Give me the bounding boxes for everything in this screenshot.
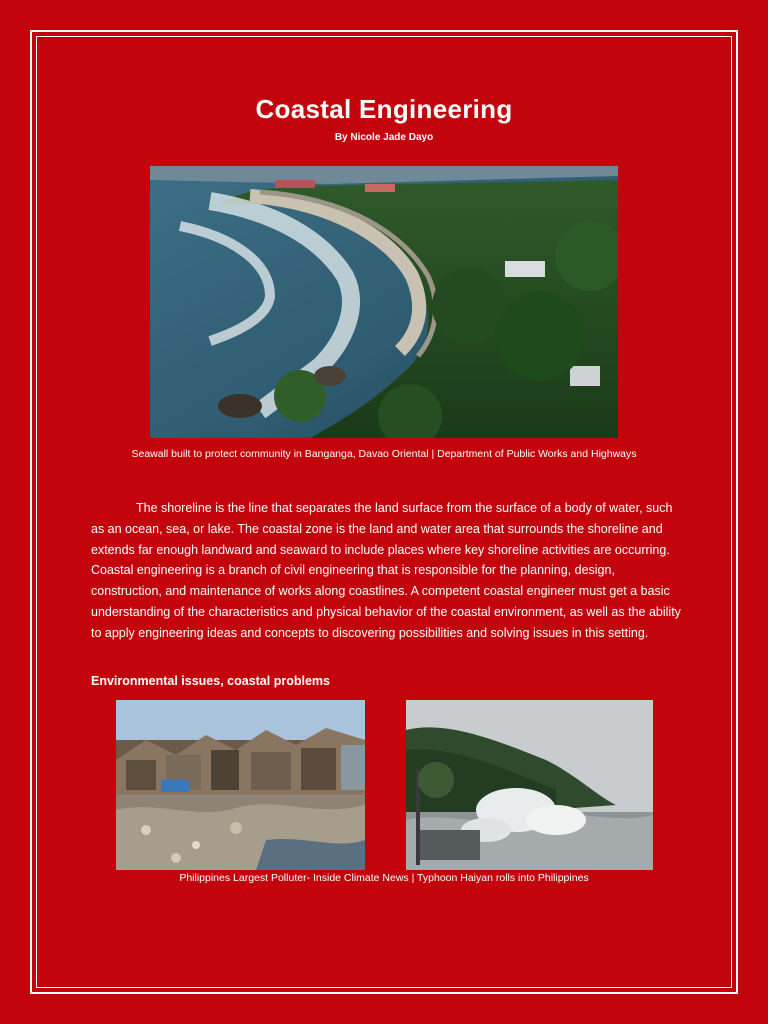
document-title: Coastal Engineering [255,94,513,124]
main-photo-caption: Seawall built to protect community in Banganga, Davao Oriental | Department of Public Works and Highways [131,448,637,460]
seawall-aerial-photo [150,166,618,438]
body-paragraph: The shoreline is the line that separates the land surface from the surface of a body of water, such as an ocean, sea, or lake. The coastal zone is the land and water area that surrounds the shoreline and extends far enough landward and seaward to include places where key shoreline activities are occurring. Coastal engineering is a branch of civil engineering that is responsible for the planning, design, construction, and maintenance of works along coastlines. A competent coastal engineer must get a basic understanding of the characteristics and physical behavior of the coastal environment, as well as the ability to apply engineering ideas and concepts to discovering possibilities and solving issues in this setting. [91,501,681,640]
shantytown-debris-photo [116,700,365,870]
bottom-photos-caption: Philippines Largest Polluter- Inside Climate News | Typhoon Haiyan rolls into Philippines [179,872,589,884]
typhoon-waves-photo [406,700,653,870]
author-byline: By Nicole Jade Dayo [334,132,434,143]
section-subheading: Environmental issues, coastal problems [91,674,330,688]
